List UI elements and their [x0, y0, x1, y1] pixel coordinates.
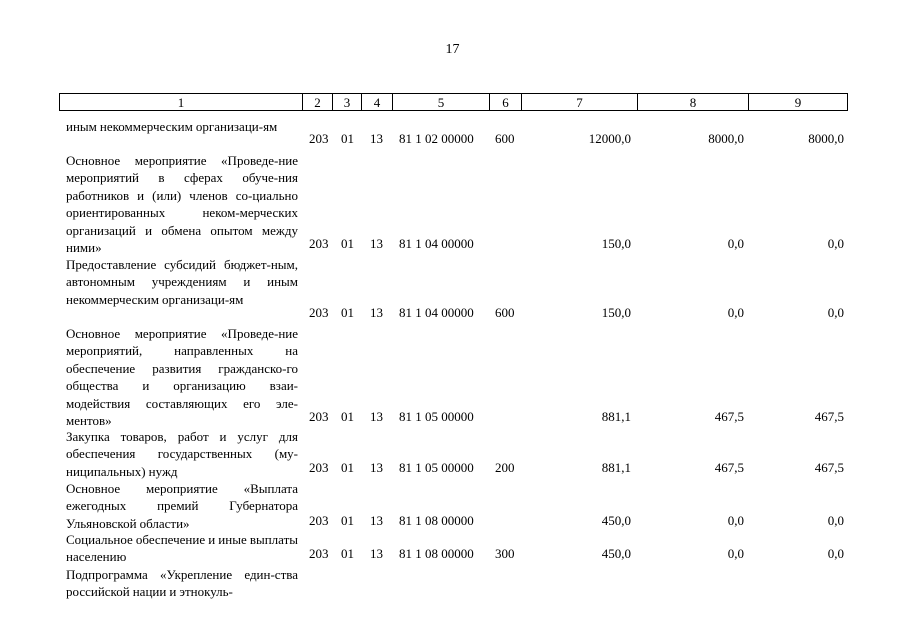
cell-col-3: 01: [341, 546, 354, 561]
cell-col-8: 467,5: [714, 409, 744, 424]
cell-col-7: 150,0: [601, 236, 631, 251]
row-description: Закупка товаров, работ и услуг для обеспечения государственных (му-ниципальных) нужд: [66, 429, 298, 479]
cell-col-9: 0,0: [827, 513, 844, 528]
cell-col-7: 450,0: [601, 513, 631, 528]
cell-col-5: 81 1 05 00000: [399, 409, 474, 424]
cell-col-4: 13: [370, 409, 383, 424]
cell-col-5: 81 1 02 00000: [399, 131, 474, 146]
cell-col-9: 0,0: [827, 236, 844, 251]
cell-col-4: 13: [370, 305, 383, 320]
cell-col-7: 881,1: [601, 409, 631, 424]
cell-col-6: 600: [495, 305, 515, 320]
cell-col-2: 203: [309, 236, 329, 251]
row-description: Основное мероприятие «Выплата ежегодных премий Губернатора Ульяновской области»: [66, 481, 298, 531]
row-description: Социальное обеспечение и иные выплаты населению: [66, 532, 298, 565]
row-description: Основное мероприятие «Проведе-ние мероприятий, направленных на обеспечение развития гражданско-го общества и организацию взаи-модействия составляющих его эле-ментов»: [66, 326, 298, 429]
cell-col-3: 01: [341, 131, 354, 146]
cell-col-4: 13: [370, 513, 383, 528]
cell-col-3: 01: [341, 460, 354, 475]
cell-col-5: 81 1 08 00000: [399, 546, 474, 561]
column-header-2: 2: [303, 93, 333, 111]
cell-col-5: 81 1 05 00000: [399, 460, 474, 475]
cell-col-7: 450,0: [601, 546, 631, 561]
cell-col-6: 300: [495, 546, 515, 561]
column-header-5: 5: [393, 93, 490, 111]
column-header-6: 6: [490, 93, 522, 111]
cell-col-2: 203: [309, 460, 329, 475]
cell-col-8: 0,0: [727, 236, 744, 251]
cell-col-3: 01: [341, 513, 354, 528]
cell-col-5: 81 1 04 00000: [399, 236, 474, 251]
cell-col-8: 467,5: [714, 460, 744, 475]
cell-col-8: 0,0: [727, 305, 744, 320]
cell-col-8: 0,0: [727, 513, 744, 528]
cell-col-8: 8000,0: [708, 131, 744, 146]
cell-col-7: 881,1: [601, 460, 631, 475]
cell-col-4: 13: [370, 236, 383, 251]
cell-col-6: 600: [495, 131, 515, 146]
cell-col-4: 13: [370, 460, 383, 475]
cell-col-4: 13: [370, 131, 383, 146]
cell-col-9: 467,5: [814, 460, 844, 475]
cell-col-8: 0,0: [727, 546, 744, 561]
column-header-9: 9: [749, 93, 848, 111]
cell-col-2: 203: [309, 513, 329, 528]
cell-col-3: 01: [341, 305, 354, 320]
row-description: Основное мероприятие «Проведе-ние мероприятий в сферах обуче-ния работников и (или) членов со-циально ориентированных неком-мерческих организаций и обмена опытом между ними»: [66, 153, 298, 256]
cell-col-4: 13: [370, 546, 383, 561]
cell-col-9: 0,0: [827, 546, 844, 561]
page-number: 17: [445, 42, 460, 57]
row-description: иным некоммерческим организаци-ям: [66, 119, 278, 134]
column-header-7: 7: [522, 93, 638, 111]
cell-col-3: 01: [341, 409, 354, 424]
cell-col-2: 203: [309, 546, 329, 561]
cell-col-2: 203: [309, 409, 329, 424]
row-description: Предоставление субсидий бюджет-ным, автономным учреждениям и иным некоммерческим организаци-ям: [66, 257, 298, 307]
column-header-4: 4: [362, 93, 393, 111]
cell-col-5: 81 1 04 00000: [399, 305, 474, 320]
cell-col-7: 12000,0: [588, 131, 631, 146]
column-header-3: 3: [333, 93, 362, 111]
column-header-1: 1: [59, 93, 303, 111]
cell-col-2: 203: [309, 305, 329, 320]
cell-col-2: 203: [309, 131, 329, 146]
cell-col-3: 01: [341, 236, 354, 251]
column-header-8: 8: [638, 93, 749, 111]
cell-col-6: 200: [495, 460, 515, 475]
cell-col-7: 150,0: [601, 305, 631, 320]
cell-col-9: 8000,0: [808, 131, 844, 146]
row-description: Подпрограмма «Укрепление един-ства российской нации и этнокуль-: [66, 567, 298, 600]
cell-col-5: 81 1 08 00000: [399, 513, 474, 528]
cell-col-9: 0,0: [827, 305, 844, 320]
cell-col-9: 467,5: [814, 409, 844, 424]
